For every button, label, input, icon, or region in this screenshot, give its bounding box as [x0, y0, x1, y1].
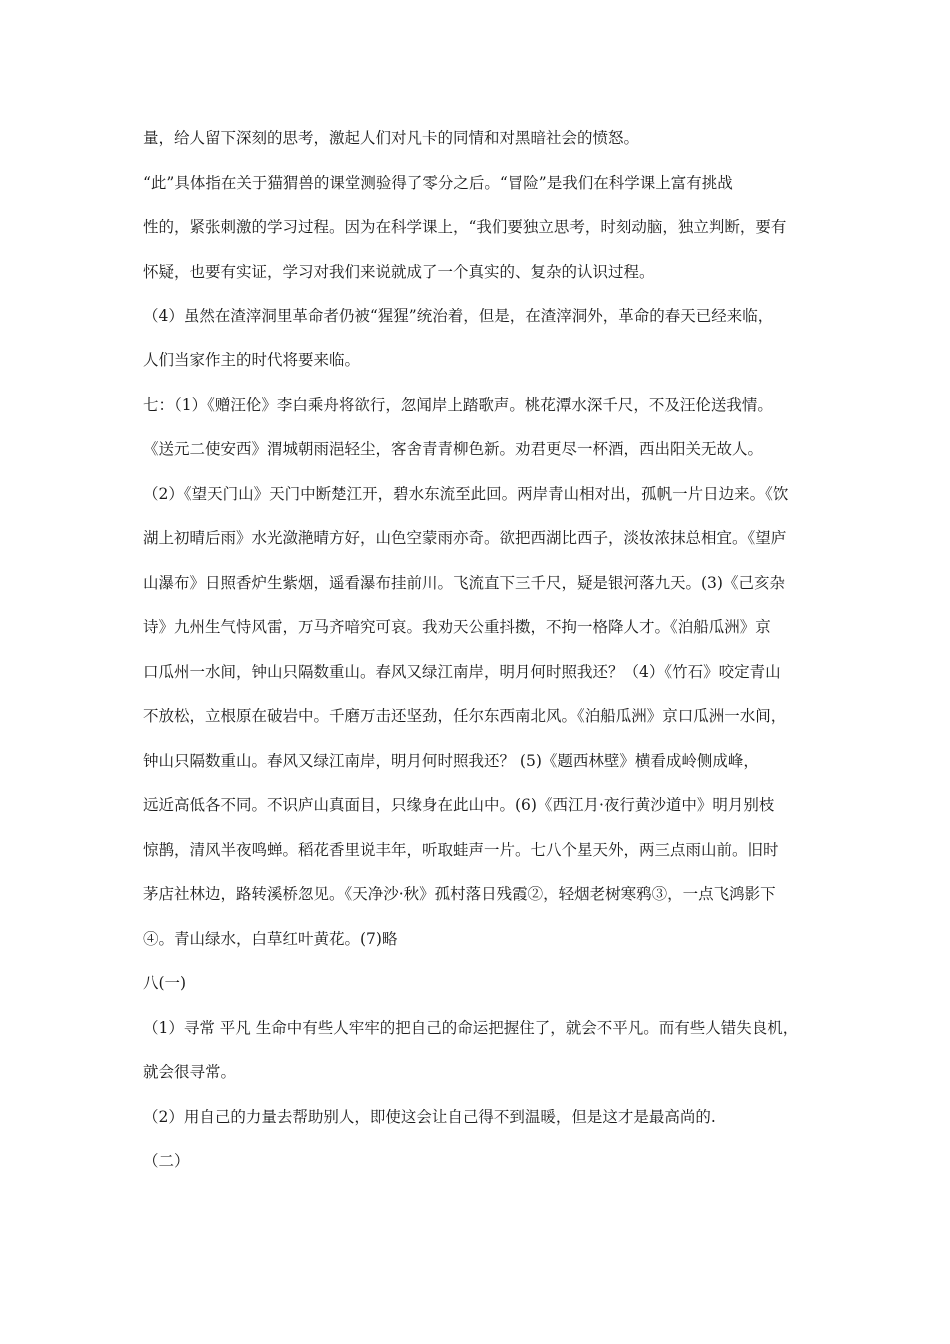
text-line: 惊鹊，清风半夜鸣蝉。稻花香里说丰年，听取蛙声一片。七八个星天外，两三点雨山前。旧时	[143, 841, 779, 859]
text-line: 七：（1）《赠汪伦》李白乘舟将欲行，忽闻岸上踏歌声。桃花潭水深千尺，不及汪伦送我情。	[143, 396, 773, 414]
text-line: 湖上初晴后雨》水光潋滟晴方好，山色空蒙雨亦奇。欲把西湖比西子，淡妆浓抹总相宜。《望庐	[143, 529, 787, 547]
text-line: 人们当家作主的时代将要来临。	[143, 351, 361, 369]
text-line: 《送元二使安西》渭城朝雨浥轻尘，客舍青青柳色新。劝君更尽一杯酒，西出阳关无故人。	[143, 440, 764, 458]
text-line: ④。青山绿水，白草红叶黄花。(7)略	[143, 930, 398, 948]
section-heading: 八(一)	[143, 974, 187, 992]
text-line: 量，给人留下深刻的思考，激起人们对凡卡的同情和对黑暗社会的愤怒。	[143, 129, 640, 147]
text-line: 不放松，立根原在破岩中。千磨万击还坚劲，任尔东西南北风。《泊船瓜洲》京口瓜洲一水间，	[143, 707, 787, 725]
text-line: 远近高低各不同。不识庐山真面目，只缘身在此山中。(6)《西江月·夜行黄沙道中》明月别枝	[143, 796, 775, 814]
text-line: （2）《望天门山》天门中断楚江开，碧水东流至此回。两岸青山相对出，孤帆一片日边来。《饮	[143, 485, 789, 503]
text-line: 钟山只隔数重山。春风又绿江南岸，明月何时照我还？ (5)《题西林壁》横看成岭侧成峰，	[143, 752, 759, 770]
text-line: （1）寻常 平凡 生命中有些人牢牢的把自己的命运把握住了，就会不平凡。而有些人错失良机，	[143, 1019, 799, 1037]
text-line: “此”具体指在关于猫猬兽的课堂测验得了零分之后。“冒险”是我们在科学课上富有挑战	[143, 174, 733, 192]
text-line: （2）用自己的力量去帮助别人，即使这会让自己得不到温暖，但是这才是最高尚的.	[143, 1108, 716, 1126]
text-line: 口瓜州一水间，钟山只隔数重山。春风又绿江南岸，明月何时照我还？（4）《竹石》咬定青山	[143, 663, 781, 681]
text-line: 山瀑布》日照香炉生紫烟，遥看瀑布挂前川。飞流直下三千尺，疑是银河落九天。(3)《己亥杂	[143, 574, 785, 592]
text-line: 诗》九州生气恃风雷，万马齐喑究可哀。我劝天公重抖擞，不拘一格降人才。《泊船瓜洲》京	[143, 618, 771, 636]
section-heading: （二）	[143, 1152, 190, 1170]
text-line: 茅店社林边，路转溪桥忽见。《天净沙·秋》孤村落日残霞②，轻烟老树寒鸦③，一点飞鸿影下	[143, 885, 776, 903]
text-line: 怀疑，也要有实证，学习对我们来说就成了一个真实的、复杂的认识过程。	[143, 263, 655, 281]
text-line: （4）虽然在渣滓洞里革命者仍被“猩猩”统治着，但是，在渣滓洞外，革命的春天已经来临，	[143, 307, 774, 325]
text-line: 性的，紧张刺激的学习过程。因为在科学课上，“我们要独立思考，时刻动脑，独立判断，要有	[143, 218, 787, 236]
text-line: 就会很寻常。	[143, 1063, 237, 1081]
